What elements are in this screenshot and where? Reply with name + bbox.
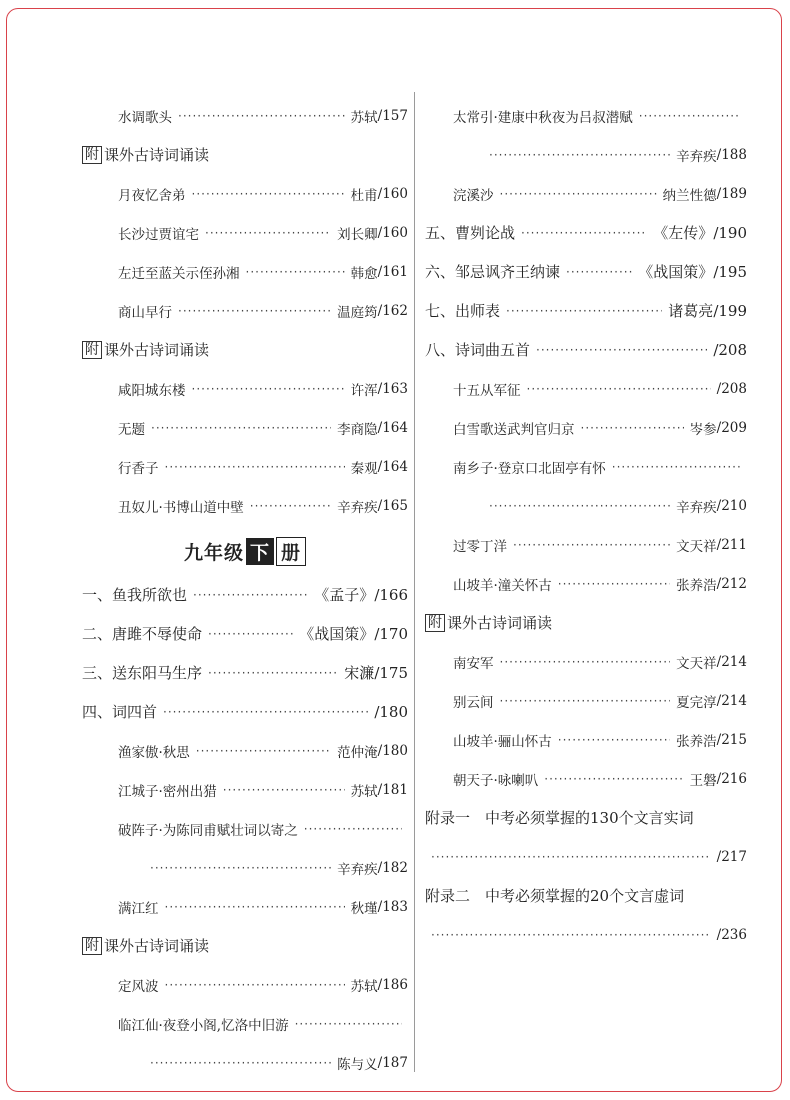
toc-entry[interactable] [82,486,408,525]
entry-title: 定风波 [118,978,159,995]
entry-page: /195 [713,262,747,281]
toc-right-column [425,96,747,954]
toc-entry[interactable] [82,575,408,614]
entry-title: 左迁至蓝关示侄孙湘 [118,265,240,282]
toc-entry[interactable] [82,252,408,291]
entry-page: /160 [377,224,408,241]
toc-entry[interactable] [82,213,408,252]
entry-author: 韩愈 [350,265,378,282]
toc-entry[interactable] [82,135,408,174]
entry-page: /161 [377,263,408,280]
dot-leader [558,733,670,747]
entry-page: /163 [377,380,408,397]
grade-heading-prefix: 九年级 [183,541,244,564]
entry-author: 张养浩 [676,733,717,750]
entry-page: /212 [716,575,747,592]
toc-entry[interactable] [82,330,408,369]
entry-author: 秦观 [350,460,378,477]
entry-page: /188 [716,146,747,163]
entry-title: 别云间 [453,694,494,711]
entry-page: /209 [716,419,747,436]
entry-author: 陈与义 [337,1056,378,1073]
dot-leader [581,421,684,435]
entry-page: /217 [716,848,747,865]
toc-entry[interactable] [82,887,408,926]
entry-page: /170 [374,624,408,643]
entry-title: 课外古诗词诵读 [104,146,210,164]
dot-leader [208,666,338,680]
toc-entry[interactable] [425,603,747,642]
toc-entry[interactable] [82,96,408,135]
dot-leader [196,744,331,758]
dot-leader [192,187,345,201]
entry-author: 《战国策》 [638,263,714,281]
entry-page: /215 [716,731,747,748]
appendix-bracket: 附 [82,937,102,955]
entry-author: 文天祥 [676,538,717,555]
toc-entry[interactable] [82,408,408,447]
entry-title: 月夜忆舍弟 [118,187,186,204]
toc-entry[interactable] [82,848,408,887]
toc-entry[interactable] [425,447,747,486]
entry-title: 咸阳城东楼 [118,382,186,399]
toc-entry[interactable] [82,447,408,486]
entry-author: 刘长卿 [337,226,378,243]
toc-entry[interactable] [82,653,408,692]
toc-entry[interactable] [425,408,747,447]
column-divider [414,92,415,1072]
entry-title: 无题 [118,421,145,438]
appendix-bracket: 附 [82,341,102,359]
entry-title: 附录二 中考必须掌握的20个文言虚词 [425,887,685,905]
entry-author: 许浑 [350,382,378,399]
toc-entry[interactable] [82,1004,408,1043]
toc-entry[interactable] [425,369,747,408]
entry-page: /208 [716,380,747,397]
entry-author: 秋瑾 [350,900,378,917]
entry-author: 纳兰性德 [662,187,717,204]
entry-title: 太常引·建康中秋夜为吕叔潜赋 [453,109,633,126]
entry-page: /187 [377,1054,408,1071]
entry-page: /162 [377,302,408,319]
toc-entry[interactable] [425,876,747,915]
dot-leader [489,499,670,513]
toc-entry[interactable] [425,330,747,369]
toc-entry[interactable] [82,369,408,408]
appendix-bracket: 附 [82,146,102,164]
dot-leader [193,588,308,602]
entry-title: 渔家傲·秋思 [118,744,190,761]
toc-entry[interactable] [425,564,747,603]
entry-title: 行香子 [118,460,159,477]
dot-leader [566,265,632,279]
dot-leader [536,343,707,357]
entry-page: /182 [377,859,408,876]
toc-entry[interactable] [82,731,408,770]
entry-page: /164 [377,458,408,475]
dot-leader [208,627,293,641]
toc-entry[interactable] [425,291,747,330]
entry-author: 王磐 [689,772,717,789]
dot-leader [192,382,345,396]
entry-page: /210 [716,497,747,514]
toc-entry[interactable] [425,915,747,954]
toc-entry[interactable] [82,926,408,965]
entry-title: 商山早行 [118,304,172,321]
toc-entry[interactable] [425,681,747,720]
dot-leader [178,109,345,123]
toc-entry[interactable] [82,614,408,653]
entry-title: 课外古诗词诵读 [104,341,210,359]
entry-title: 山坡羊·骊山怀古 [453,733,552,750]
entry-author: 辛弃疾 [337,499,378,516]
toc-entry[interactable] [425,720,747,759]
appendix-bracket: 附 [425,614,445,632]
entry-page: /186 [377,976,408,993]
entry-title: 南乡子·登京口北固亭有怀 [453,460,606,477]
entry-author: 李商隐 [337,421,378,438]
entry-author: 杜甫 [350,187,378,204]
entry-author: 《孟子》 [314,586,375,604]
toc-entry[interactable] [425,798,747,837]
entry-page: /214 [716,653,747,670]
dot-leader [150,1056,331,1070]
toc-entry[interactable] [82,291,408,330]
entry-title: 临江仙·夜登小阁,忆洛中旧游 [118,1017,289,1034]
dot-leader [500,694,671,708]
entry-page: /211 [716,536,747,553]
dot-leader [165,460,345,474]
entry-title: 四、词四首 [82,703,158,721]
dot-leader [513,538,670,552]
toc-left-column [82,96,408,1082]
dot-leader [178,304,331,318]
dot-leader [295,1017,402,1031]
dot-leader [500,655,671,669]
entry-title: 江城子·密州出猎 [118,783,217,800]
toc-entry[interactable] [82,174,408,213]
dot-leader [489,148,670,162]
dot-leader [639,109,741,123]
toc-entry[interactable] [425,252,747,291]
toc-entry[interactable] [425,837,747,876]
dot-leader [527,382,711,396]
toc-entry[interactable] [425,135,747,174]
dot-leader [521,226,647,240]
entry-author: 诸葛亮 [668,302,714,320]
dot-leader [151,421,331,435]
entry-title: 浣溪沙 [453,187,494,204]
entry-title: 朝天子·咏喇叭 [453,772,539,789]
grade-heading [82,527,408,575]
entry-author: 文天祥 [676,655,717,672]
entry-page: /236 [716,926,747,943]
entry-author: 范仲淹 [337,744,378,761]
dot-leader [558,577,670,591]
entry-title: 南安军 [453,655,494,672]
dot-leader [223,783,345,797]
dot-leader [165,900,345,914]
entry-page: /208 [713,340,747,359]
entry-author: 苏轼 [350,783,378,800]
entry-author: 《战国策》 [299,625,375,643]
entry-author: 辛弃疾 [676,148,717,165]
entry-title: 课外古诗词诵读 [104,937,210,955]
dot-leader [612,460,741,474]
entry-title: 破阵子·为陈同甫赋壮词以寄之 [118,822,298,839]
toc-entry[interactable] [82,1043,408,1082]
dot-leader [544,772,683,786]
dot-leader [431,928,711,942]
entry-author: 岑参 [689,421,717,438]
entry-page: /166 [374,585,408,604]
entry-title: 十五从军征 [453,382,521,399]
entry-title: 八、诗词曲五首 [425,341,531,359]
entry-page: /160 [377,185,408,202]
toc-entry[interactable] [425,96,747,135]
entry-page: /181 [377,781,408,798]
entry-page: /164 [377,419,408,436]
entry-title: 三、送东阳马生序 [82,664,203,682]
entry-author: 温庭筠 [337,304,378,321]
dot-leader [304,822,402,836]
entry-author: 宋濂 [344,664,375,682]
toc-entry[interactable] [425,525,747,564]
toc-entry[interactable] [425,213,747,252]
entry-page: /175 [374,663,408,682]
entry-page: /157 [377,107,408,124]
toc-entry[interactable] [82,809,408,848]
toc-entry[interactable] [82,770,408,809]
entry-page: /165 [377,497,408,514]
entry-page: /183 [377,898,408,915]
entry-title: 过零丁洋 [453,538,507,555]
toc-entry[interactable] [82,965,408,1004]
entry-title: 二、唐雎不辱使命 [82,625,203,643]
dot-leader [205,226,331,240]
toc-entry[interactable] [425,486,747,525]
entry-author: 苏轼 [350,109,378,126]
entry-title: 附录一 中考必须掌握的130个文言实词 [425,809,694,827]
entry-author: 张养浩 [676,577,717,594]
toc-entry[interactable] [425,642,747,681]
entry-author: 夏完淳 [676,694,717,711]
entry-title: 丑奴儿·书博山道中壁 [118,499,244,516]
entry-title: 七、出师表 [425,302,501,320]
entry-title: 满江红 [118,900,159,917]
entry-page: /180 [374,702,408,721]
toc-entry[interactable] [425,759,747,798]
entry-title: 山坡羊·潼关怀古 [453,577,552,594]
dot-leader [431,850,711,864]
entry-page: /190 [713,223,747,242]
entry-title: 水调歌头 [118,109,172,126]
entry-title: 长沙过贾谊宅 [118,226,199,243]
grade-heading-highlight: 下 [246,538,274,565]
toc-entry[interactable] [425,174,747,213]
entry-author: 辛弃疾 [676,499,717,516]
entry-title: 白雪歌送武判官归京 [453,421,575,438]
entry-title: 五、曹刿论战 [425,224,516,242]
entry-page: /180 [377,742,408,759]
entry-title: 课外古诗词诵读 [447,614,553,632]
dot-leader [250,499,331,513]
entry-title: 六、邹忌讽齐王纳谏 [425,263,561,281]
grade-heading-suffix: 册 [276,537,306,566]
entry-page: /199 [713,301,747,320]
dot-leader [500,187,657,201]
entry-author: 苏轼 [350,978,378,995]
dot-leader [165,978,345,992]
entry-page: /189 [716,185,747,202]
toc-entry[interactable] [82,692,408,731]
entry-author: 《左传》 [653,224,714,242]
entry-author: 辛弃疾 [337,861,378,878]
entry-page: /214 [716,692,747,709]
dot-leader [150,861,331,875]
dot-leader [506,304,662,318]
dot-leader [246,265,345,279]
dot-leader [163,705,368,719]
entry-title: 一、鱼我所欲也 [82,586,188,604]
entry-page: /216 [716,770,747,787]
